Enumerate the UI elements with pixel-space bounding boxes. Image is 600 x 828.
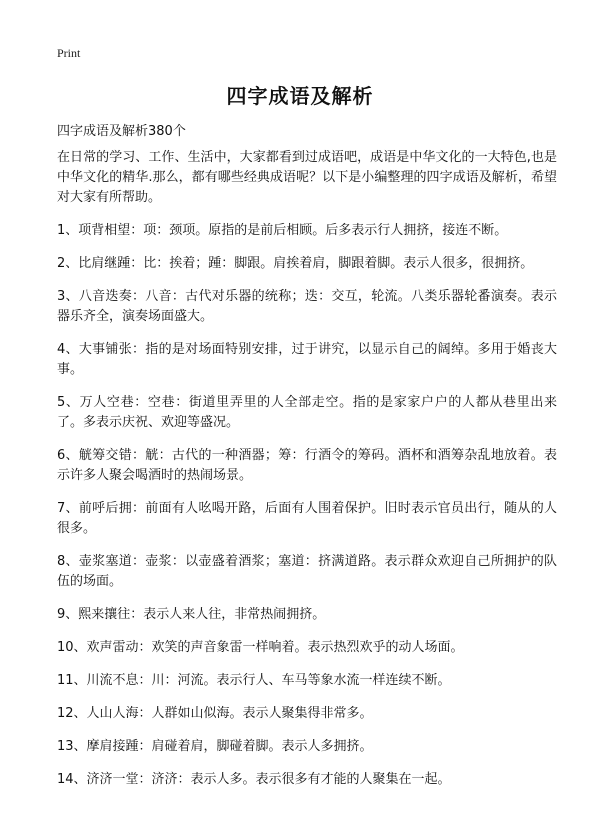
print-link[interactable]: Print bbox=[57, 46, 81, 60]
idiom-entry: 11、川流不息：川：河流。表示行人、车马等象水流一样连续不断。 bbox=[57, 673, 451, 688]
idiom-entry: 8、壶浆塞道：壶浆：以壶盛着酒浆；塞道：挤满道路。表示群众欢迎自己所拥护的队伍的场面。 bbox=[57, 554, 557, 589]
idiom-entry: 2、比肩继踵：比：挨着；踵：脚跟。肩挨着肩，脚跟着脚。表示人很多，很拥挤。 bbox=[57, 256, 534, 271]
idiom-entry: 5、万人空巷：空巷：街道里弄里的人全部走空。指的是家家户户的人都从巷里出来了。多表示庆祝、欢迎等盛况。 bbox=[57, 395, 557, 430]
idiom-entry: 12、人山人海：人群如山似海。表示人聚集得非常多。 bbox=[57, 706, 373, 721]
idiom-entry: 10、欢声雷动：欢笑的声音象雷一样响着。表示热烈欢乎的动人场面。 bbox=[57, 640, 464, 655]
idiom-entry: 7、前呼后拥：前面有人吆喝开路，后面有人围着保护。旧时表示官员出行，随从的人很多。 bbox=[57, 501, 557, 536]
idiom-entry: 3、八音迭奏：八音：古代对乐器的统称；迭：交互，轮流。八类乐器轮番演奏。表示器乐齐全，演奏场面盛大。 bbox=[57, 289, 557, 324]
idiom-entry: 13、摩肩接踵：肩碰着肩，脚碰着脚。表示人多拥挤。 bbox=[57, 739, 373, 754]
document-title: 四字成语及解析 bbox=[226, 84, 374, 108]
idiom-entry: 9、熙来攘往：表示人来人往，非常热闹拥挤。 bbox=[57, 607, 326, 622]
idiom-entry: 4、大事铺张：指的是对场面特别安排，过于讲究，以显示自己的阔绰。多用于婚丧大事。 bbox=[57, 342, 557, 377]
idiom-entry: 1、项背相望：项：颈项。原指的是前后相顾。后多表示行人拥挤，接连不断。 bbox=[57, 223, 508, 238]
idiom-entry: 14、济济一堂：济济：表示人多。表示很多有才能的人聚集在一起。 bbox=[57, 772, 451, 787]
document-body bbox=[57, 148, 557, 803]
intro-paragraph: 在日常的学习、工作、生活中，大家都看到过成语吧，成语是中华文化的一大特色,也是中华文化的精华.那么，都有哪些经典成语呢？以下是小编整理的四字成语及解析，希望对大家有所帮助。 bbox=[57, 150, 557, 205]
idiom-entry: 6、觥筹交错：觥：古代的一种酒器；筹：行酒令的筹码。酒杯和酒筹杂乱地放着。表示许多人聚会喝酒时的热闹场景。 bbox=[57, 448, 557, 483]
document-subtitle: 四字成语及解析380个 bbox=[57, 124, 186, 139]
